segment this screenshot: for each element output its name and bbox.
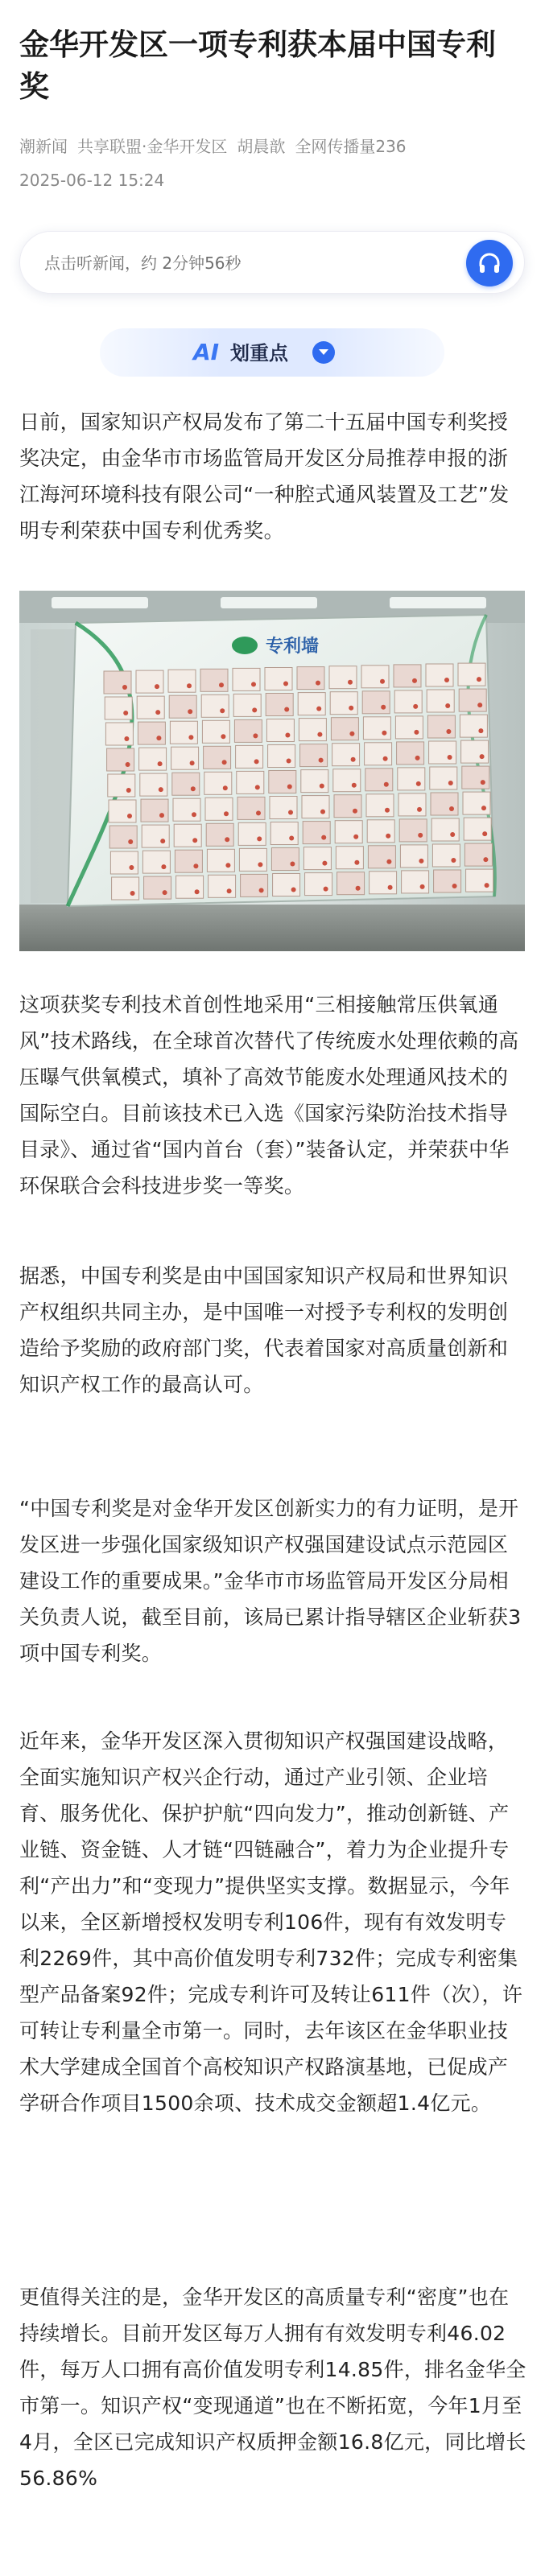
certificate-seal — [354, 860, 359, 865]
article-datetime: 2025-06-12 15:24 — [19, 171, 165, 190]
certificate-seal — [319, 758, 324, 763]
certificate-frame — [334, 795, 361, 818]
certificate-seal — [288, 810, 293, 815]
certificate-seal — [324, 887, 328, 892]
certificate-seal — [485, 883, 489, 888]
certificate-seal — [188, 709, 192, 714]
certificate-seal — [289, 836, 294, 841]
certificate-frame — [461, 740, 489, 763]
ai-summary-label: 划重点 — [230, 342, 288, 365]
certificate-frame — [430, 767, 457, 789]
certificate-frame — [464, 818, 491, 840]
certificate-seal — [227, 888, 232, 893]
certificate-seal — [257, 836, 262, 841]
certificate-frame — [298, 693, 325, 715]
certificate-seal — [320, 784, 324, 789]
certificate-frame — [332, 744, 360, 766]
certificate-frame — [427, 715, 455, 738]
certificate-seal — [381, 705, 386, 710]
certificate-seal — [384, 782, 389, 787]
certificate-frame — [201, 694, 229, 717]
certificate-seal — [316, 681, 320, 686]
certificate-frame — [362, 691, 390, 714]
certificate-frame — [142, 851, 170, 873]
certificate-seal — [446, 729, 451, 734]
article-channel[interactable]: 共享联盟·金华开发区 — [77, 137, 228, 156]
certificate-frame — [174, 824, 201, 847]
certificate-seal — [190, 760, 195, 765]
certificate-frame — [108, 774, 135, 797]
certificate-seal — [478, 728, 483, 733]
certificate-frame — [266, 719, 294, 742]
certificate-frame — [265, 668, 292, 690]
certificate-seal — [482, 831, 487, 836]
certificate-seal — [225, 863, 230, 868]
certificate-seal — [195, 889, 200, 894]
certificate-seal — [221, 734, 225, 739]
certificate-frame — [266, 694, 293, 716]
certificate-frame — [368, 846, 395, 868]
certificate-frame — [458, 663, 485, 686]
certificate-frame — [271, 848, 299, 871]
certificate-frame — [112, 877, 139, 900]
certificate-frame — [268, 745, 295, 768]
certificate-seal — [155, 684, 159, 689]
certificate-seal — [351, 757, 356, 762]
certificate-seal — [445, 703, 450, 708]
certificate-seal — [163, 890, 167, 895]
certificate-frame — [200, 669, 228, 691]
certificate-seal — [127, 814, 132, 818]
certificate-frame — [140, 773, 167, 796]
certificate-frame — [107, 748, 134, 771]
certificate-seal — [449, 806, 454, 811]
certificate-seal — [283, 682, 288, 686]
certificate-seal — [259, 888, 264, 892]
certificate-frame — [337, 872, 365, 895]
certificate-frame — [397, 742, 424, 765]
certificate-seal — [412, 678, 417, 683]
certificate-seal — [254, 759, 259, 764]
certificate-frame — [110, 851, 138, 874]
certificate-seal — [253, 733, 258, 738]
certificate-frame — [141, 799, 168, 822]
certificate-frame — [300, 744, 328, 767]
certificate-frame — [303, 847, 331, 870]
certificate-frame — [333, 769, 361, 792]
certificate-seal — [155, 710, 160, 715]
certificate-seal — [317, 732, 322, 737]
certificate-frame — [105, 697, 132, 719]
certificate-seal — [316, 707, 321, 711]
certificate-frame — [237, 797, 265, 819]
certificate-frame — [398, 793, 426, 816]
certificate-seal — [386, 859, 391, 864]
certificate-seal — [414, 730, 419, 735]
certificate-frame — [204, 746, 231, 769]
patent-wall-photo — [19, 591, 525, 951]
certificate-seal — [252, 707, 257, 712]
certificate-seal — [481, 806, 486, 810]
certificate-seal — [258, 862, 262, 867]
certificate-frame — [241, 874, 268, 896]
certificate-frame — [429, 741, 456, 764]
certificate-seal — [481, 780, 485, 785]
certificate-frame — [366, 794, 394, 817]
certificate-frame — [233, 694, 261, 716]
headphones-icon[interactable] — [466, 240, 513, 286]
certificate-frame — [236, 745, 263, 768]
certificate-seal — [451, 858, 456, 863]
certificate-frame — [237, 771, 264, 793]
certificate-seal — [160, 839, 165, 843]
certificate-frame — [462, 766, 489, 789]
certificate-seal — [123, 711, 128, 715]
certificate-frame — [206, 823, 233, 846]
certificate-frame — [427, 690, 454, 712]
certificate-seal — [222, 760, 227, 765]
certificate-seal — [349, 732, 354, 736]
certificate-seal — [353, 835, 358, 839]
certificate-seal — [224, 811, 229, 816]
certificate-frame — [209, 875, 236, 897]
certificate-frame — [302, 796, 329, 818]
certificate-frame — [303, 822, 330, 844]
certificate-frame — [394, 690, 422, 713]
certificate-frame — [136, 670, 163, 693]
article-paragraph: 近年来，金华开发区深入贯彻知识产权强国建设战略，全面实施知识产权兴企行动，通过产业引领、企业培育、服务优化、保护护航“四向发力”，推动创新链、产业链、资金链、人才链“四链融合”，着力为企业提升专利“产出力”和“变现力”提供坚实支撑。数据显示，今年以来，全区新增授权发明专利106件，现有有效发明专利2269件，其中高价值发明专利732件；完成专利密集型产品备案92件；完成专利许可及转让611件（次），许可转让专利量全市第一。同时，去年该区在金华职业技术大学建成全国首个高校知识产权路演基地，已促成产学研合作项目1500余项、技术成交金额超1.4亿元。 — [19, 1729, 523, 2115]
certificate-frame — [176, 876, 204, 898]
certificate-seal — [285, 733, 290, 738]
certificate-seal — [192, 838, 197, 843]
article-paragraph: 据悉，中国专利奖是由中国国家知识产权局和世界知识产权组织共同主办，是中国唯一对授予专利权的发明创造给予奖励的政府部门奖，代表着国家对高质量创新和知识产权工作的最高认可。 — [19, 1264, 509, 1396]
certificate-seal — [448, 781, 453, 785]
certificate-seal — [419, 859, 423, 863]
photo-wall-heading: 专利墙 — [266, 636, 320, 656]
listen-news-label: 点击听新闻，约 2分钟56秒 — [44, 253, 242, 273]
certificate-seal — [416, 781, 421, 786]
certificate-frame — [398, 768, 425, 790]
certificate-frame — [361, 666, 389, 688]
certificate-seal — [353, 809, 357, 814]
certificate-seal — [382, 731, 386, 736]
certificate-seal — [417, 807, 422, 812]
certificate-seal — [322, 861, 327, 866]
certificate-seal — [159, 813, 164, 818]
certificate-frame — [305, 873, 332, 896]
certificate-frame — [463, 792, 490, 814]
certificate-seal — [483, 857, 488, 862]
certificate-frame — [330, 692, 357, 715]
certificate-seal — [129, 865, 134, 870]
certificate-frame — [299, 719, 326, 741]
certificate-frame — [459, 689, 486, 711]
article-source[interactable]: 潮新闻 — [19, 137, 68, 156]
certificate-seal — [191, 786, 196, 791]
certificate-frame — [301, 770, 328, 793]
certificate-seal — [220, 708, 225, 713]
certificate-frame — [399, 819, 427, 842]
certificate-seal — [284, 707, 289, 712]
certificate-seal — [477, 677, 481, 682]
certificate-frame — [109, 826, 137, 848]
certificate-seal — [287, 759, 291, 764]
certificate-seal — [418, 833, 423, 838]
certificate-frame — [273, 874, 300, 896]
certificate-seal — [158, 761, 163, 766]
article-author: 胡晨歆 — [237, 137, 286, 156]
certificate-seal — [126, 762, 130, 767]
certificate-frame — [202, 720, 229, 743]
certificate-frame — [434, 870, 461, 892]
ai-logo: AI — [193, 339, 220, 365]
certificate-seal — [251, 682, 256, 686]
certificate-seal — [256, 810, 261, 815]
article-paragraph: 这项获奖专利技术首创性地采用“三相接触常压供氧通风”技术路线，在全球首次替代了传统废水处理依赖的高压曝气供氧模式，填补了高效节能废水处理通风技术的国际空白。目前该技术已入选《国家污染防治技术指导目录》、通过省“国内首台（套）”装备认定，并荣获中华环保联合会科技进步奖一等奖。 — [19, 993, 519, 1197]
article-paragraph: 更值得关注的是，金华开发区的高质量专利“密度”也在持续增长。目前开发区每万人拥有有效发明专利46.02件，每万人口拥有高价值发明专利14.85件，排名金华全市第一。知识产权“变现通道”也在不断拓宽，今年1月至4月，全区已完成知识产权质押金额16.8亿元，同比增长56.86% — [19, 2285, 526, 2490]
certificate-frame — [207, 849, 234, 872]
certificate-frame — [204, 772, 232, 794]
certificate-frame — [170, 721, 197, 744]
certificate-seal — [188, 735, 193, 740]
certificate-frame — [173, 798, 200, 821]
certificate-seal — [480, 754, 485, 759]
certificate-seal — [450, 832, 455, 837]
article-reach: 全网传播量236 — [295, 137, 407, 156]
certificate-frame — [104, 671, 131, 694]
certificate-seal — [223, 785, 228, 790]
certificate-seal — [192, 812, 196, 817]
certificate-seal — [420, 884, 425, 889]
certificate-seal — [124, 736, 129, 741]
certificate-frame — [464, 843, 492, 866]
certificate-frame — [144, 876, 171, 899]
certificate-frame — [363, 717, 390, 740]
certificate-frame — [233, 668, 260, 690]
certificate-frame — [175, 850, 202, 872]
certificate-frame — [205, 798, 233, 820]
certificate-seal — [383, 756, 388, 761]
certificate-seal — [321, 835, 326, 840]
certificate-frame — [394, 665, 421, 687]
certificate-seal — [444, 678, 449, 682]
certificate-seal — [126, 788, 131, 793]
certificate-seal — [349, 706, 353, 711]
certificate-frame — [331, 718, 358, 740]
certificate-frame — [168, 670, 196, 692]
certificate-frame — [365, 769, 393, 791]
certificate-frame — [234, 719, 262, 742]
certificate-frame — [370, 872, 397, 894]
certificate-seal — [130, 891, 135, 896]
chevron-down-icon[interactable] — [312, 341, 335, 364]
certificate-frame — [172, 773, 200, 795]
certificate-frame — [137, 696, 164, 719]
certificate-frame — [169, 695, 196, 718]
certificate-frame — [335, 821, 362, 843]
certificate-seal — [219, 682, 224, 687]
certificate-seal — [290, 862, 295, 867]
article-paragraph: “中国专利奖是对金华开发区创新实力的有力证明，是开发区进一步强化国家级知识产权强国建设试点示范园区建设工作的重要成果。”金华市市场监管局开发区分局相关负责人说，截至目前，该局已累计指导辖区企业斩获3项中国专利奖。 — [19, 1497, 522, 1665]
certificate-frame — [395, 716, 423, 739]
certificate-frame — [431, 818, 459, 841]
certificate-frame — [400, 845, 427, 868]
certificate-seal — [477, 703, 482, 707]
certificate-frame — [367, 820, 394, 843]
certificate-seal — [386, 834, 390, 839]
certificate-seal — [291, 888, 296, 892]
certificate-frame — [431, 793, 458, 815]
certificate-frame — [426, 664, 453, 686]
article-paragraph: 日前，国家知识产权局发布了第二十五届中国专利奖授奖决定，由金华市市场监管局开发区分局推荐申报的浙江海河环境科技有限公司“一种腔式通风装置及工艺”发明专利荣获中国专利优秀奖。 — [19, 410, 510, 542]
certificate-seal — [225, 837, 229, 842]
certificate-frame — [139, 748, 167, 770]
certificate-seal — [356, 886, 361, 891]
certificate-seal — [255, 785, 260, 789]
certificate-seal — [320, 810, 325, 814]
certificate-frame — [105, 723, 133, 745]
certificate-seal — [287, 785, 292, 789]
certificate-frame — [138, 722, 165, 744]
ai-summary-toggle[interactable] — [100, 328, 444, 377]
article-photo[interactable] — [19, 591, 525, 951]
certificate-frame — [402, 871, 429, 893]
listen-news-bar[interactable] — [19, 231, 525, 294]
certificate-seal — [413, 704, 418, 709]
certificate-frame — [142, 825, 169, 847]
certificate-frame — [109, 800, 136, 822]
certificate-seal — [193, 863, 198, 868]
certificate-frame — [365, 743, 392, 765]
certificate-frame — [460, 715, 487, 737]
article-title: 金华开发区一项专利获本届中国专利奖 — [19, 27, 496, 104]
certificate-frame — [269, 771, 296, 793]
certificate-frame — [171, 747, 199, 769]
certificate-seal — [187, 683, 192, 688]
certificate-frame — [297, 667, 324, 690]
certificate-seal — [156, 736, 161, 740]
certificate-frame — [238, 822, 266, 845]
certificate-seal — [159, 787, 163, 792]
certificate-seal — [388, 885, 393, 890]
certificate-frame — [432, 844, 460, 867]
certificate-seal — [128, 839, 133, 844]
certificate-seal — [348, 680, 353, 685]
certificate-seal — [161, 864, 166, 869]
certificate-seal — [380, 679, 385, 684]
certificate-seal — [452, 884, 457, 888]
article-meta — [19, 135, 525, 158]
certificate-seal — [122, 685, 127, 690]
certificate-frame — [329, 666, 357, 689]
certificate-frame — [239, 848, 266, 871]
certificate-seal — [448, 755, 452, 760]
certificate-frame — [270, 797, 297, 819]
certificate-frame — [466, 869, 493, 892]
certificate-seal — [385, 808, 390, 813]
certificate-seal — [352, 783, 357, 788]
certificate-frame — [270, 822, 298, 845]
certificate-seal — [415, 756, 420, 760]
certificate-frame — [336, 847, 363, 869]
